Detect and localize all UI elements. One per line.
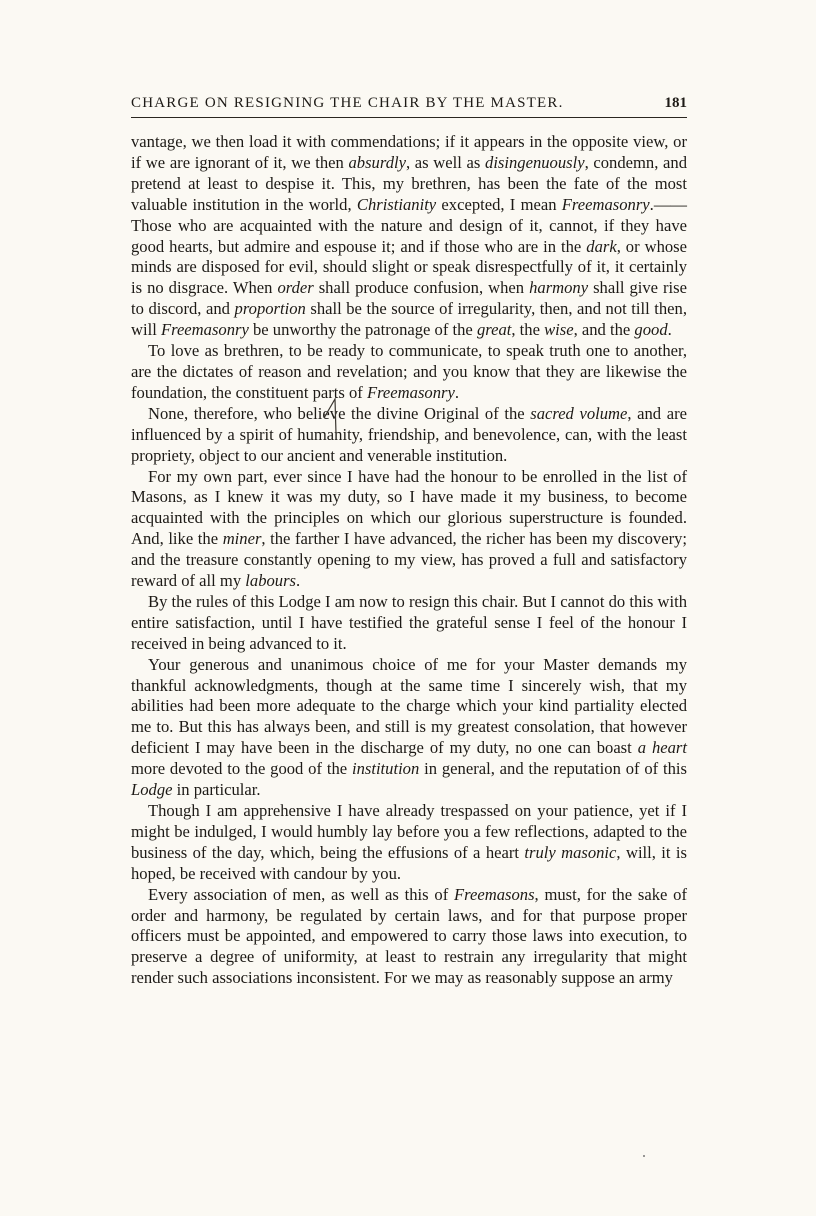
pencil-mark bbox=[322, 396, 344, 436]
italic-text: sacred volume bbox=[530, 403, 628, 423]
text-run: shall produce confusion, when bbox=[313, 278, 530, 298]
text-run: Your generous and unanimous choice of me for your Master demands my thankful acknowledgments, though at the same time I sincerely wish, that my abilities had been more adequate to the charge which your kind partiality elected me to. But this has always been, and still is my greatest consolation, that however deficient I may have been in the discharge of my duty, no one can boast bbox=[131, 654, 687, 758]
text-run: . bbox=[454, 382, 459, 402]
text-run: . bbox=[296, 571, 301, 591]
italic-text: proportion bbox=[234, 299, 306, 319]
paragraph bbox=[131, 885, 687, 990]
text-run: .——Those who are acquainted with the nature and design of it, cannot, if they have good hearts, but admire and espouse it; and if those who are in the bbox=[131, 194, 688, 256]
italic-text: dark bbox=[586, 236, 617, 256]
text-run: be unworthy the patronage of the bbox=[248, 320, 477, 340]
text-run: , the bbox=[511, 320, 545, 340]
italic-text: wise bbox=[544, 320, 574, 340]
text-run: shall give rise to discord, and bbox=[131, 278, 687, 319]
italic-text: miner bbox=[222, 529, 262, 549]
italic-text: good bbox=[634, 320, 668, 340]
paragraph bbox=[131, 404, 687, 467]
book-page bbox=[131, 92, 687, 989]
italic-text: a heart bbox=[637, 738, 687, 758]
text-run: None, therefore, who believe the divine Original of the bbox=[148, 403, 531, 423]
text-run: Though I am apprehensive I have already trespassed on your patience, yet if I might be indulged, I would humbly lay before you a few reflections, adapted to the business of the day, which, being the effusions of a heart bbox=[131, 801, 687, 862]
paragraph bbox=[131, 341, 687, 404]
running-title: CHARGE ON RESIGNING THE CHAIR BY THE MASTER. bbox=[131, 95, 564, 111]
text-run: , as well as bbox=[405, 152, 486, 172]
italic-text: great bbox=[476, 320, 512, 340]
text-run: , and are influenced by a spirit of humanity, friendship, and benevolence, can, with the least propriety, object to our ancient and venerable institution. bbox=[131, 403, 687, 465]
italic-text: Freemasonry bbox=[160, 320, 249, 340]
italic-text: Freemasonry bbox=[366, 382, 455, 402]
text-run: in particular. bbox=[172, 780, 261, 800]
text-run: , and the bbox=[573, 320, 635, 340]
italic-text: absurdly bbox=[348, 152, 406, 172]
italic-text: Lodge bbox=[131, 780, 173, 800]
paragraph bbox=[131, 467, 687, 592]
text-run: vantage, we then load it with commendations; if it appears in the opposite view, or if we are ignorant of it, we then bbox=[131, 132, 687, 172]
text-run: , the farther I have advanced, the richer has been my discovery; and the treasure constantly opening to my view, has proved a full and satisfactory reward of all my bbox=[131, 529, 687, 591]
text-run: . bbox=[667, 320, 672, 340]
ink-speck bbox=[643, 1155, 645, 1157]
text-run: , will, it is hoped, be received with candour by you. bbox=[131, 842, 687, 883]
text-run: Every association of men, as well as this of bbox=[148, 884, 455, 904]
paragraph bbox=[131, 655, 687, 801]
text-run: , or whose minds are disposed for evil, should slight or speak disrespectfully of it, it certainly is no disgrace. When bbox=[131, 236, 687, 298]
running-header bbox=[131, 92, 687, 118]
italic-text: labours bbox=[245, 571, 296, 591]
paragraph bbox=[131, 801, 687, 885]
text-run: excepted, I mean bbox=[436, 194, 562, 214]
italic-text: Freemasons bbox=[454, 884, 535, 904]
text-run: By the rules of this Lodge I am now to resign this chair. But I cannot do this with entire satisfaction, until I have testified the grateful sense I feel of the honour I received in being advanced to it. bbox=[131, 591, 687, 653]
text-run: more devoted to the good of the bbox=[131, 759, 352, 779]
page-number: 181 bbox=[664, 95, 687, 111]
italic-text: institution bbox=[351, 759, 420, 779]
italic-text: harmony bbox=[529, 278, 589, 298]
text-run: , condemn, and pretend at least to despise it. This, my brethren, has been the fate of the most valuable institution in the world, bbox=[131, 152, 687, 214]
paragraph bbox=[131, 592, 687, 655]
italic-text: Freemasonry bbox=[561, 194, 650, 214]
body-text bbox=[131, 132, 687, 989]
text-run: For my own part, ever since I have had the honour to be enrolled in the list of Masons, as I knew it was my duty, so I have made it my business, to become acquainted with the principles on which our glorious superstructure is founded. And, like the bbox=[131, 466, 687, 549]
text-run: in general, and the reputation of of this bbox=[419, 759, 688, 779]
text-run: To love as brethren, to be ready to communicate, to speak truth one to another, are the dictates of reason and revelation; and you know that they are likewise the foundation, the constituent parts of bbox=[131, 341, 687, 402]
italic-text: order bbox=[277, 278, 314, 298]
paragraph bbox=[131, 132, 687, 341]
italic-text: truly masonic bbox=[524, 842, 617, 862]
text-run: , must, for the sake of order and harmony, be regulated by certain laws, and for that purpose proper officers must be appointed, and empowered to carry those laws into execution, to preserve a degree of uniformity, at least to restrain any irregularity that might render such associations inconsistent. For we may as reasonably suppose an army bbox=[131, 884, 687, 988]
text-run: shall be the source of irregularity, then, and not till then, will bbox=[131, 299, 687, 340]
italic-text: disingenuously bbox=[485, 152, 585, 172]
italic-text: Christianity bbox=[356, 194, 437, 214]
